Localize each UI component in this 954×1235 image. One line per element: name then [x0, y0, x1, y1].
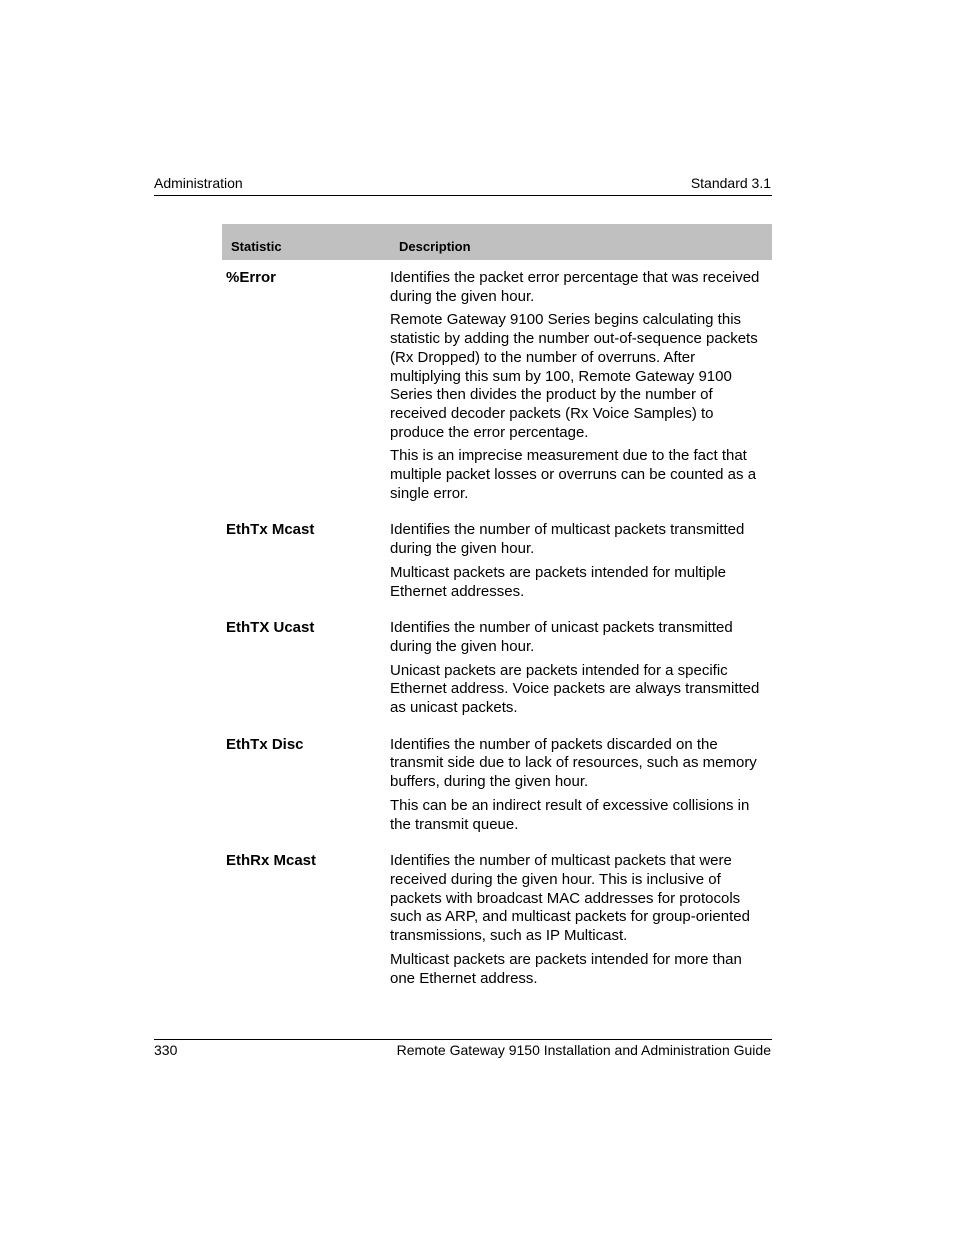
table-header [222, 224, 772, 260]
table-row [222, 618, 772, 722]
table-row [222, 268, 772, 507]
column-header-description: Description [399, 239, 471, 254]
header-version: Standard 3.1 [690, 175, 771, 191]
document-title: Remote Gateway 9150 Installation and Administration Guide [396, 1042, 771, 1058]
statistic-name: EthTx Disc [226, 735, 304, 753]
statistic-description [390, 520, 770, 605]
description-paragraph: Unicast packets are packets intended for a specific Ethernet address. Voice packets are always transmitted as unicast packets. [390, 661, 760, 717]
statistic-name: EthTx Mcast [226, 521, 315, 539]
description-paragraph: Identifies the number of multicast packets that were received during the given hour. This is inclusive of packets with broadcast MAC addresses for protocols such as ARP, and multicast packets for group-oriented transmissions, such as IP Multicast. [390, 852, 750, 945]
table-row [222, 735, 772, 839]
table-row [222, 520, 772, 605]
statistic-name: EthTX Ucast [226, 619, 315, 637]
description-paragraph: Identifies the packet error percentage that was received during the given hour. [390, 269, 760, 305]
statistic-name: EthRx Mcast [226, 852, 317, 870]
description-paragraph: Identifies the number of packets discarded on the transmit side due to lack of resources, such as memory buffers, during the given hour. [390, 735, 757, 791]
statistics-table [222, 268, 772, 1005]
statistic-description [390, 735, 770, 839]
description-paragraph: Remote Gateway 9100 Series begins calculating this statistic by adding the number out-of-sequence packets (Rx Dropped) to the number of overruns. After multiplying this sum by 100, Remote Gateway 9100 Series then divides the product by the number of received decoder packets (Rx Voice Samples) to produce the error percentage. [390, 311, 758, 441]
statistic-description [390, 618, 770, 722]
description-paragraph: Identifies the number of unicast packets transmitted during the given hour. [390, 619, 733, 655]
page-number: 330 [154, 1042, 178, 1058]
statistic-description [390, 268, 770, 507]
footer-rule [154, 1039, 772, 1040]
description-paragraph: Multicast packets are packets intended for more than one Ethernet address. [390, 950, 742, 987]
column-header-statistic: Statistic [231, 239, 282, 254]
description-paragraph: Multicast packets are packets intended for multiple Ethernet addresses. [390, 563, 726, 600]
description-paragraph: This can be an indirect result of excessive collisions in the transmit queue. [390, 796, 750, 833]
table-row [222, 851, 772, 992]
header-rule [154, 195, 772, 196]
description-paragraph: This is an imprecise measurement due to the fact that multiple packet losses or overruns can be counted as a single error. [390, 447, 757, 502]
statistic-name: %Error [226, 269, 277, 286]
header-section: Administration [154, 175, 243, 191]
statistic-description [390, 851, 770, 992]
description-paragraph: Identifies the number of multicast packets transmitted during the given hour. [390, 521, 745, 558]
